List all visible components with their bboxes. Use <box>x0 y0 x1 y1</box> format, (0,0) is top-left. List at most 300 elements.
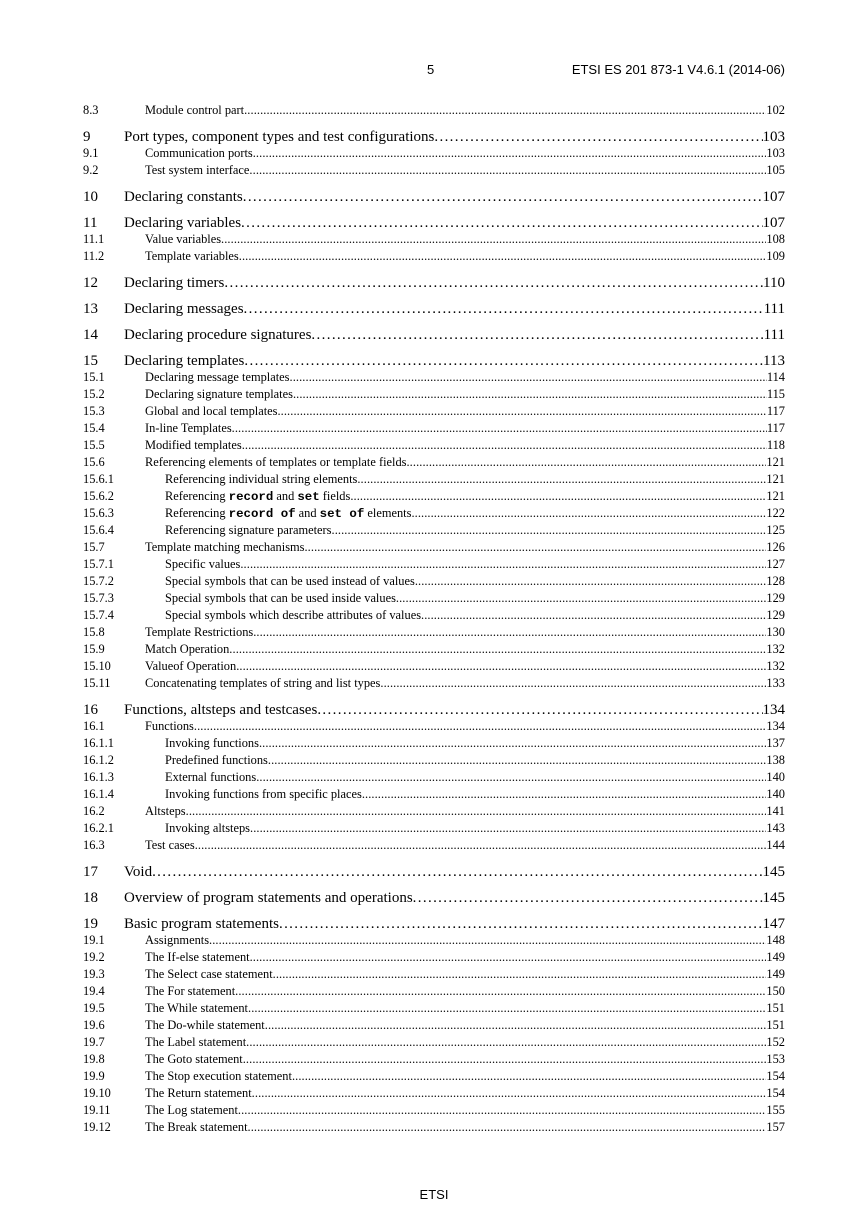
toc-entry-page: 132 <box>766 659 785 673</box>
toc-entry-title <box>124 327 311 344</box>
toc-entry-page: 129 <box>766 608 785 622</box>
toc-entry[interactable] <box>83 1001 785 1018</box>
toc-entry-title <box>145 103 244 118</box>
toc-entry-title <box>124 864 152 881</box>
toc-entry-number: 12 <box>83 275 98 291</box>
toc-entry[interactable] <box>83 625 785 642</box>
toc-entry[interactable] <box>83 557 785 574</box>
toc-entry-number: 15.6.3 <box>83 506 114 520</box>
toc-entry-title <box>145 1120 248 1135</box>
toc-entry-code-keyword: set of <box>319 507 365 521</box>
toc-entry-number: 15.4 <box>83 421 105 435</box>
toc-entry-title-text: Test system interface <box>145 163 250 177</box>
toc-entry-title-text: Special symbols which describe attributes of values <box>165 608 422 622</box>
toc-dot-leader <box>250 950 767 965</box>
toc-entry-page: 157 <box>766 1120 785 1134</box>
toc-dot-leader <box>252 1086 767 1101</box>
toc-entry-title-text: In-line Templates <box>145 421 232 435</box>
toc-entry-title-text: Altsteps <box>145 804 186 818</box>
toc-entry-code-keyword: record of <box>228 507 296 521</box>
toc-entry-page: 127 <box>766 557 785 571</box>
toc-entry[interactable] <box>83 770 785 787</box>
toc-entry-title-text: Functions <box>145 719 194 733</box>
toc-entry-page: 152 <box>766 1035 785 1049</box>
toc-dot-leader <box>268 753 767 768</box>
toc-entry-title-text: Declaring procedure signatures <box>124 327 312 343</box>
toc-entry-title-text: Declaring signature templates <box>145 387 293 401</box>
toc-dot-leader <box>273 967 767 982</box>
toc-entry[interactable] <box>83 591 785 608</box>
toc-entry-page: 144 <box>766 838 785 852</box>
toc-entry-page: 150 <box>766 984 785 998</box>
toc-entry-page: 128 <box>766 574 785 588</box>
toc-entry[interactable] <box>83 574 785 591</box>
toc-entry-number: 17 <box>83 864 98 880</box>
toc-entry-number: 19.8 <box>83 1052 105 1066</box>
toc-entry-title <box>145 370 290 385</box>
toc-entry-title-text: Port types, component types and test configurations <box>124 129 435 145</box>
toc-entry[interactable] <box>83 301 785 318</box>
toc-entry-page: 107 <box>762 215 785 231</box>
toc-entry-number: 15.6.2 <box>83 489 114 503</box>
toc-entry-number: 15.9 <box>83 642 105 656</box>
toc-entry[interactable] <box>83 455 785 472</box>
toc-entry-number: 16.1 <box>83 719 105 733</box>
toc-entry-title <box>124 916 279 933</box>
toc-entry-title-text: Overview of program statements and operations <box>124 890 413 906</box>
toc-entry-title-text: Declaring message templates <box>145 370 290 384</box>
toc-entry-title <box>145 232 221 247</box>
toc-entry-page: 126 <box>766 540 785 554</box>
toc-entry-number: 16.1.2 <box>83 753 114 767</box>
toc-entry-title-text: The Stop execution statement <box>145 1069 292 1083</box>
toc-dot-leader <box>362 787 767 802</box>
toc-entry[interactable] <box>83 838 785 855</box>
toc-dot-leader <box>277 404 766 419</box>
toc-entry-page: 140 <box>766 770 785 784</box>
toc-entry-page: 154 <box>766 1069 785 1083</box>
toc-entry-number: 9.1 <box>83 146 99 160</box>
toc-entry-page: 110 <box>763 275 785 291</box>
toc-entry-page: 147 <box>762 916 785 932</box>
toc-entry-number: 16.1.1 <box>83 736 114 750</box>
toc-entry-page: 151 <box>766 1018 785 1032</box>
toc-entry-page: 154 <box>766 1086 785 1100</box>
toc-entry-title-text: Referencing elements of templates or template fields <box>145 455 407 469</box>
toc-dot-leader <box>238 1103 767 1118</box>
toc-entry[interactable] <box>83 1069 785 1086</box>
toc-entry-title <box>145 1018 265 1033</box>
toc-entry-title-text: and <box>273 489 298 503</box>
toc-entry-number: 19.12 <box>83 1120 111 1134</box>
toc-entry[interactable] <box>83 984 785 1001</box>
toc-entry-title-text: and <box>295 506 320 520</box>
toc-entry-title <box>145 249 239 264</box>
toc-entry[interactable] <box>83 736 785 753</box>
toc-entry[interactable] <box>83 608 785 625</box>
toc-entry-number: 19.3 <box>83 967 105 981</box>
toc-entry-title-text: Referencing <box>165 506 229 520</box>
toc-dot-leader <box>259 736 766 751</box>
toc-entry-page: 149 <box>766 967 785 981</box>
page-number: 5 <box>427 62 435 77</box>
document-id: ETSI ES 201 873-1 V4.6.1 (2014-06) <box>571 62 785 77</box>
toc-entry-number: 15.10 <box>83 659 111 673</box>
toc-entry-title <box>165 574 415 589</box>
footer-label: ETSI <box>419 1187 449 1202</box>
toc-entry-title <box>145 967 273 982</box>
toc-entry-title <box>165 591 396 606</box>
toc-entry[interactable] <box>83 787 785 804</box>
toc-entry-title <box>145 719 194 734</box>
toc-entry-title <box>165 489 350 504</box>
toc-entry-number: 16.2.1 <box>83 821 114 835</box>
toc-dot-leader <box>256 770 766 785</box>
toc-dot-leader <box>248 1120 767 1135</box>
toc-entry-title-text: The If-else statement <box>145 950 250 964</box>
toc-entry-title <box>145 1052 243 1067</box>
toc-entry-number: 15.7 <box>83 540 105 554</box>
toc-entry[interactable] <box>83 676 785 693</box>
toc-entry-title <box>145 1069 292 1084</box>
toc-entry-title-text: The Return statement <box>145 1086 252 1100</box>
toc-entry-page: 122 <box>766 506 785 520</box>
toc-dot-leader <box>293 387 767 402</box>
toc-dot-leader <box>241 215 762 232</box>
toc-entry[interactable] <box>83 146 785 163</box>
toc-entry-number: 15.3 <box>83 404 105 418</box>
toc-entry-title-text: Invoking functions from specific places <box>165 787 362 801</box>
toc-entry[interactable] <box>83 249 785 266</box>
toc-entry-number: 13 <box>83 301 98 317</box>
toc-entry[interactable] <box>83 189 785 206</box>
toc-dot-leader <box>311 327 763 344</box>
toc-entry-page: 117 <box>766 421 785 435</box>
toc-dot-leader <box>396 591 767 606</box>
toc-dot-leader <box>186 804 767 819</box>
toc-entry-number: 14 <box>83 327 98 343</box>
toc-entry-page: 145 <box>762 890 785 906</box>
toc-dot-leader <box>224 275 763 292</box>
toc-entry-page: 145 <box>762 864 785 880</box>
toc-entry-title <box>165 472 357 487</box>
toc-entry[interactable] <box>83 916 785 933</box>
toc-entry[interactable] <box>83 327 785 344</box>
toc-dot-leader <box>244 353 763 370</box>
toc-entry-title <box>124 215 241 232</box>
toc-entry-number: 9.2 <box>83 163 99 177</box>
toc-entry-title <box>145 1001 248 1016</box>
toc-entry-number: 15.2 <box>83 387 105 401</box>
toc-entry[interactable] <box>83 967 785 984</box>
toc-entry-page: 140 <box>766 787 785 801</box>
toc-entry-title-text: Special symbols that can be used instead of values <box>165 574 415 588</box>
toc-entry-title-text: The Select case statement <box>145 967 273 981</box>
toc-entry-page: 125 <box>766 523 785 537</box>
toc-entry[interactable] <box>83 804 785 821</box>
toc-dot-leader <box>232 421 767 436</box>
toc-entry-title <box>145 642 229 657</box>
toc-entry[interactable] <box>83 642 785 659</box>
toc-entry-title-text: Template matching mechanisms <box>145 540 305 554</box>
toc-entry[interactable] <box>83 404 785 421</box>
toc-entry-page: 109 <box>766 249 785 263</box>
toc-entry-title-text: Global and local templates <box>145 404 278 418</box>
toc-entry-title-text: The Do-while statement <box>145 1018 265 1032</box>
toc-dot-leader <box>243 189 763 206</box>
toc-entry-title <box>124 353 244 370</box>
toc-dot-leader <box>304 540 766 555</box>
toc-dot-leader <box>332 523 767 538</box>
toc-dot-leader <box>195 838 767 853</box>
toc-entry-title-text: External functions <box>165 770 257 784</box>
toc-entry-page: 143 <box>766 821 785 835</box>
toc-entry[interactable] <box>83 890 785 907</box>
toc-entry-number: 15.7.2 <box>83 574 114 588</box>
toc-entry-title-text: fields <box>319 489 351 503</box>
toc-entry-number: 10 <box>83 189 98 205</box>
toc-entry-number: 19.6 <box>83 1018 105 1032</box>
toc-entry[interactable] <box>83 1035 785 1052</box>
toc-entry-title <box>124 189 243 206</box>
toc-entry-number: 19.2 <box>83 950 105 964</box>
toc-entry[interactable] <box>83 438 785 455</box>
toc-entry-title <box>145 659 236 674</box>
toc-entry[interactable] <box>83 489 785 506</box>
toc-entry-title-text: Declaring messages <box>124 301 244 317</box>
toc-entry[interactable] <box>83 387 785 404</box>
toc-entry[interactable] <box>83 864 785 881</box>
toc-dot-leader <box>244 301 764 318</box>
toc-entry-title-text: Special symbols that can be used inside values <box>165 591 396 605</box>
toc-entry-title-text: The For statement <box>145 984 236 998</box>
toc-entry-page: 134 <box>762 702 785 718</box>
toc-entry-title-text: Declaring timers <box>124 275 225 291</box>
toc-entry-number: 15.7.3 <box>83 591 114 605</box>
toc-entry[interactable] <box>83 1103 785 1120</box>
toc-entry[interactable] <box>83 1052 785 1069</box>
toc-entry-title <box>165 821 250 836</box>
toc-entry-title-text: Specific values <box>165 557 241 571</box>
toc-entry-title <box>165 557 240 572</box>
toc-dot-leader <box>253 146 767 161</box>
toc-entry-title-text: Concatenating templates of string and list types <box>145 676 381 690</box>
toc-entry-title <box>145 804 186 819</box>
toc-entry-title-text: Valueof Operation <box>145 659 237 673</box>
toc-entry-number: 15 <box>83 353 98 369</box>
toc-entry-code-keyword: record <box>228 490 274 504</box>
toc-dot-leader <box>350 489 766 504</box>
toc-entry-title-text: Void <box>124 864 153 880</box>
toc-entry-title-text: Test cases <box>145 838 195 852</box>
toc-dot-leader <box>242 438 767 453</box>
toc-entry-title-text: The While statement <box>145 1001 248 1015</box>
toc-dot-leader <box>253 625 766 640</box>
toc-dot-leader <box>240 557 766 572</box>
toc-dot-leader <box>290 370 767 385</box>
toc-entry-page: 111 <box>763 327 785 343</box>
toc-entry-number: 8.3 <box>83 103 99 117</box>
toc-entry-title-text: The Log statement <box>145 1103 238 1117</box>
toc-entry-title-text: Invoking altsteps <box>165 821 251 835</box>
toc-entry[interactable] <box>83 1018 785 1035</box>
toc-entry-page: 102 <box>766 103 785 117</box>
toc-entry-title-text: Functions, altsteps and testcases <box>124 702 318 718</box>
toc-entry-number: 15.6.1 <box>83 472 114 486</box>
toc-entry-number: 19.11 <box>83 1103 111 1117</box>
toc-entry-number: 16.1.4 <box>83 787 114 801</box>
toc-entry-title <box>145 540 304 555</box>
toc-entry-page: 107 <box>762 189 785 205</box>
toc-entry-title-text: Predefined functions <box>165 753 268 767</box>
toc-entry-title <box>124 890 413 907</box>
toc-entry-page: 121 <box>766 472 785 486</box>
toc-dot-leader <box>194 719 767 734</box>
toc-entry[interactable] <box>83 472 785 489</box>
toc-entry-page: 138 <box>766 753 785 767</box>
toc-entry[interactable] <box>83 129 785 146</box>
toc-entry-title <box>145 1086 252 1101</box>
toc-dot-leader <box>250 821 766 836</box>
toc-dot-leader <box>265 1018 767 1033</box>
toc-entry-title <box>145 387 293 402</box>
toc-entry-title-text: Declaring templates <box>124 353 245 369</box>
toc-entry-title <box>165 736 259 751</box>
toc-entry[interactable] <box>83 215 785 232</box>
toc-entry-title-text: Referencing <box>165 489 229 503</box>
toc-entry-number: 19.9 <box>83 1069 105 1083</box>
toc-entry-code-keyword: set <box>297 490 320 504</box>
toc-dot-leader <box>229 642 766 657</box>
toc-entry[interactable] <box>83 523 785 540</box>
toc-entry-number: 16.1.3 <box>83 770 114 784</box>
toc-dot-leader <box>421 608 766 623</box>
toc-entry[interactable] <box>83 659 785 676</box>
toc-dot-leader <box>152 864 762 881</box>
toc-entry[interactable] <box>83 370 785 387</box>
toc-dot-leader <box>244 103 766 118</box>
toc-entry-title-text: Template Restrictions <box>145 625 254 639</box>
toc-entry[interactable] <box>83 719 785 736</box>
toc-entry-page: 114 <box>766 370 785 384</box>
toc-entry-title <box>124 129 434 146</box>
toc-entry-number: 15.11 <box>83 676 111 690</box>
toc-entry[interactable] <box>83 950 785 967</box>
toc-entry-title-text: The Goto statement <box>145 1052 243 1066</box>
toc-dot-leader <box>357 472 766 487</box>
table-of-contents <box>83 103 785 1137</box>
toc-entry-page: 115 <box>766 387 785 401</box>
toc-entry-title-text: Invoking functions <box>165 736 259 750</box>
toc-entry[interactable] <box>83 103 785 120</box>
toc-entry-page: 113 <box>763 353 785 369</box>
toc-entry-page: 132 <box>766 642 785 656</box>
toc-entry-number: 15.7.1 <box>83 557 114 571</box>
toc-entry-title <box>165 506 411 521</box>
toc-entry[interactable] <box>83 421 785 438</box>
toc-entry-page: 137 <box>766 736 785 750</box>
toc-entry[interactable] <box>83 933 785 950</box>
toc-entry-page: 108 <box>766 232 785 246</box>
toc-entry-page: 134 <box>766 719 785 733</box>
toc-entry-title-text: Module control part <box>145 103 245 117</box>
toc-entry-page: 118 <box>766 438 785 452</box>
toc-entry-number: 19.5 <box>83 1001 105 1015</box>
toc-dot-leader <box>236 659 766 674</box>
toc-entry-title <box>145 163 249 178</box>
toc-entry[interactable] <box>83 232 785 249</box>
toc-entry-title-text: Communication ports <box>145 146 253 160</box>
toc-entry-page: 103 <box>762 129 785 145</box>
toc-entry-page: 155 <box>766 1103 785 1117</box>
toc-entry-page: 111 <box>763 301 785 317</box>
toc-entry[interactable] <box>83 506 785 523</box>
toc-entry-number: 11.2 <box>83 249 105 263</box>
toc-entry-number: 15.8 <box>83 625 105 639</box>
toc-entry-title <box>124 275 224 292</box>
toc-entry-number: 19.1 <box>83 933 105 947</box>
toc-entry-page: 105 <box>766 163 785 177</box>
toc-entry[interactable] <box>83 540 785 557</box>
toc-entry-number: 15.6 <box>83 455 105 469</box>
toc-entry-title <box>165 608 421 623</box>
toc-entry-title <box>165 753 268 768</box>
toc-entry-title <box>145 455 406 470</box>
toc-entry-title-text: Value variables <box>145 232 222 246</box>
toc-dot-leader <box>248 1001 766 1016</box>
toc-entry-title-text: The Label statement <box>145 1035 247 1049</box>
toc-entry-number: 19 <box>83 916 98 932</box>
toc-entry[interactable] <box>83 163 785 180</box>
toc-entry-title-text: Declaring variables <box>124 215 242 231</box>
toc-entry-title-text: elements <box>364 506 412 520</box>
toc-entry[interactable] <box>83 702 785 719</box>
toc-entry-title <box>145 1103 238 1118</box>
toc-entry-number: 16.2 <box>83 804 105 818</box>
toc-entry-number: 15.7.4 <box>83 608 114 622</box>
toc-entry-title <box>145 404 277 419</box>
toc-entry-title-text: The Break statement <box>145 1120 248 1134</box>
toc-entry-title <box>124 301 244 318</box>
toc-entry[interactable] <box>83 753 785 770</box>
toc-entry-page: 130 <box>766 625 785 639</box>
toc-entry[interactable] <box>83 1120 785 1137</box>
toc-entry-title <box>165 787 362 802</box>
toc-entry[interactable] <box>83 821 785 838</box>
toc-entry-title <box>145 933 209 948</box>
toc-dot-leader <box>380 676 766 691</box>
toc-entry-page: 141 <box>766 804 785 818</box>
toc-entry-page: 151 <box>766 1001 785 1015</box>
toc-entry-number: 15.6.4 <box>83 523 114 537</box>
toc-entry-number: 15.1 <box>83 370 105 384</box>
toc-dot-leader <box>221 232 766 247</box>
toc-entry-number: 15.5 <box>83 438 105 452</box>
toc-dot-leader <box>243 1052 767 1067</box>
toc-entry[interactable] <box>83 1086 785 1103</box>
toc-entry[interactable] <box>83 353 785 370</box>
toc-dot-leader <box>279 916 763 933</box>
toc-dot-leader <box>239 249 767 264</box>
toc-entry-page: 153 <box>766 1052 785 1066</box>
toc-entry-number: 19.7 <box>83 1035 105 1049</box>
toc-entry-number: 18 <box>83 890 98 906</box>
toc-entry-title-text: Referencing individual string elements <box>165 472 358 486</box>
toc-entry-title <box>145 438 242 453</box>
toc-entry-number: 11.1 <box>83 232 105 246</box>
toc-entry[interactable] <box>83 275 785 292</box>
toc-dot-leader <box>415 574 767 589</box>
